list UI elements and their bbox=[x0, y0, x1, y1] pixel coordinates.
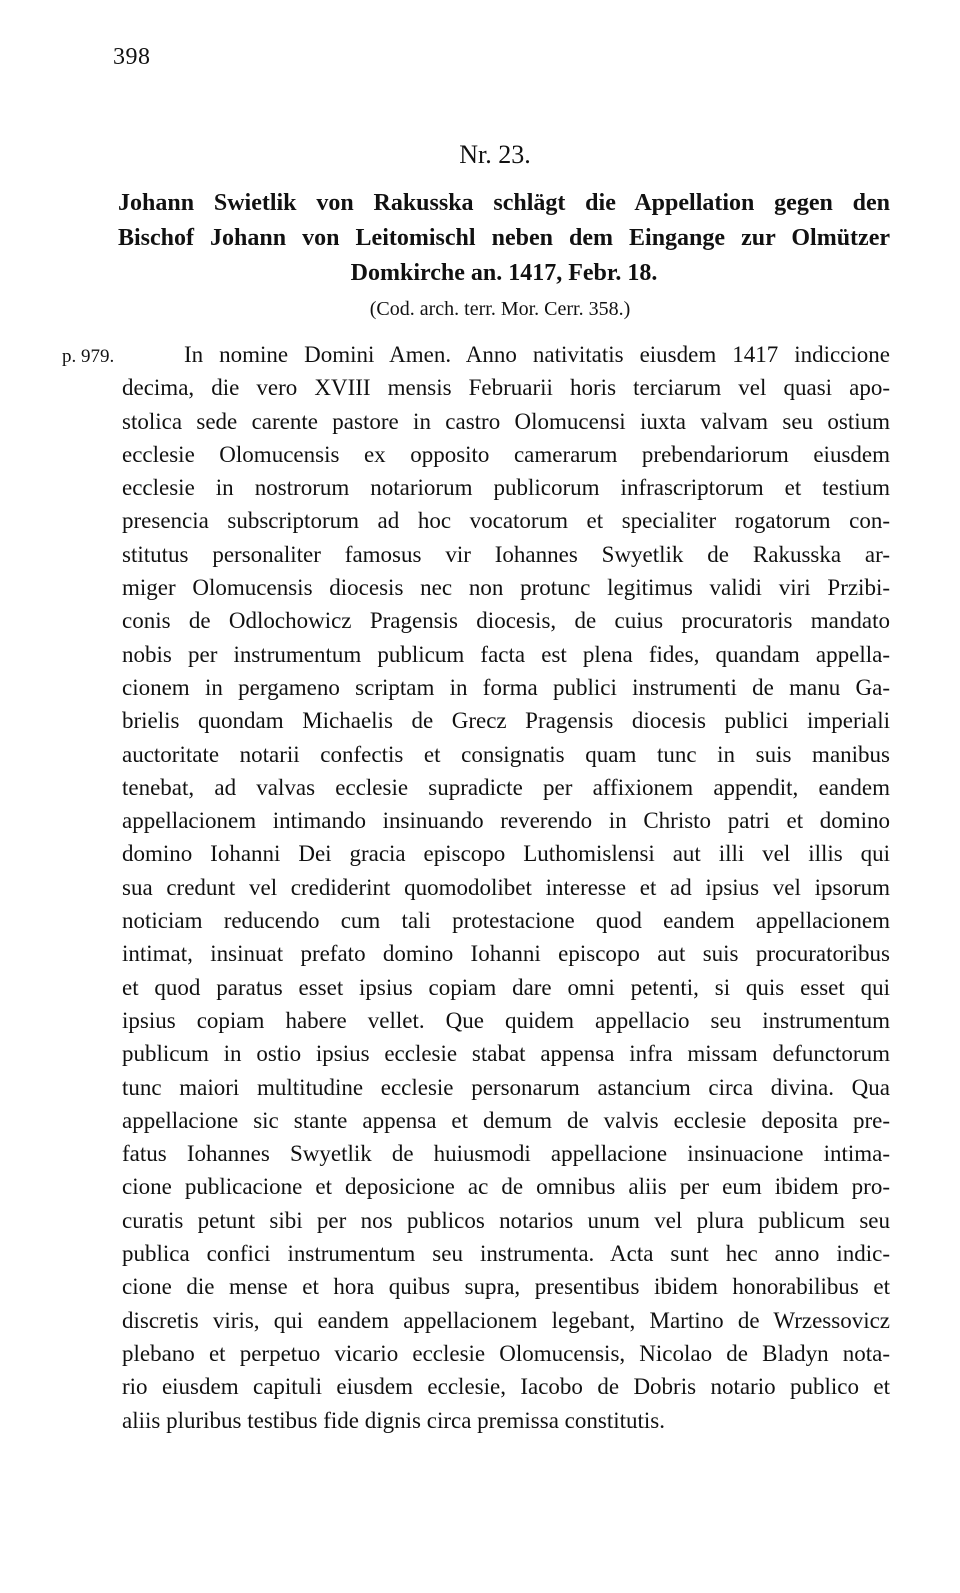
body-line: cionem in pergameno scriptam in forma publici instrumenti de manu Ga- bbox=[122, 674, 890, 700]
body-line: domino Iohanni Dei gracia episcopo Luthomislensi aut illi vel illis qui bbox=[122, 841, 890, 867]
document-heading bbox=[118, 186, 890, 291]
heading-line: Johann Swietlik von Rakusska schlägt die Appellation gegen den bbox=[118, 190, 890, 216]
body-line: presencia subscriptorum ad hoc vocatorum et specialiter rogatorum con- bbox=[122, 508, 890, 534]
body-line: publicum in ostio ipsius ecclesie stabat appensa infra missam defunctorum bbox=[122, 1041, 890, 1067]
body-line: noticiam reducendo cum tali protestacione quod eandem appellacionem bbox=[122, 908, 890, 934]
body-line: ecclesie in nostrorum notariorum publicorum infrascriptorum et testium bbox=[122, 475, 890, 501]
body-line: appellacionem intimando insinuando reverendo in Christo patri et domino bbox=[122, 808, 890, 834]
body-line: discretis viris, qui eandem appellacionem legebant, Martino de Wrzessovicz bbox=[122, 1307, 890, 1333]
margin-reference: p. 979. bbox=[62, 346, 115, 367]
body-line: brielis quondam Michaelis de Grecz Pragensis diocesis publici imperiali bbox=[122, 708, 890, 734]
body-line: sua credunt vel crediderint quomodolibet interesse et ad ipsius vel ipsorum bbox=[122, 874, 890, 900]
body-line: intimat, insinuat prefato domino Iohanni episcopo aut suis procuratoribus bbox=[122, 941, 890, 967]
document-number: Nr. 23. bbox=[459, 140, 531, 169]
page-number: 398 bbox=[113, 44, 151, 70]
body-line: decima, die vero XVIII mensis Februarii horis terciarum vel quasi apo- bbox=[122, 375, 890, 401]
body-line: stolica sede carente pastore in castro Olomucensi iuxta valvam seu ostium bbox=[122, 408, 890, 434]
body-line: tenebat, ad valvas ecclesie supradicte per affixionem appendit, eandem bbox=[122, 774, 890, 800]
body-line: stitutus personaliter famosus vir Iohannes Swyetlik de Rakusska ar- bbox=[122, 541, 890, 567]
body-line: In nomine Domini Amen. Anno nativitatis eiusdem 1417 indiccione bbox=[184, 342, 890, 367]
body-line: nobis per instrumentum publicum facta est plena fides, quandam appella- bbox=[122, 641, 890, 667]
heading-line: Domkirche an. 1417, Febr. 18. bbox=[350, 260, 658, 286]
body-line: aliis pluribus testibus fide dignis circa premissa constitutis. bbox=[122, 1407, 665, 1433]
body-line: auctoritate notarii confectis et consignatis quam tunc in suis manibus bbox=[122, 741, 890, 767]
body-line: curatis petunt sibi per nos publicos notarios unum vel plura publicum seu bbox=[122, 1207, 890, 1233]
body-line: plebano et perpetuo vicario ecclesie Olomucensis, Nicolao de Bladyn nota- bbox=[122, 1340, 890, 1366]
body-line: miger Olomucensis diocesis nec non protunc legitimus validi viri Przibi- bbox=[122, 575, 890, 601]
body-line: tunc maiori multitudine ecclesie personarum astancium circa divina. Qua bbox=[122, 1074, 890, 1100]
body-line: appellacione sic stante appensa et demum de valvis ecclesie deposita pre- bbox=[122, 1107, 890, 1133]
body-line: publica confici instrumentum seu instrumenta. Acta sunt hec anno indic- bbox=[122, 1241, 890, 1267]
heading-line: Bischof Johann von Leitomischl neben dem Eingange zur Olmützer bbox=[118, 225, 890, 251]
body-line: et quod paratus esset ipsius copiam dare omni petenti, si quis esset qui bbox=[122, 974, 890, 1000]
source-citation: (Cod. arch. terr. Mor. Cerr. 358.) bbox=[369, 298, 631, 320]
body-line: cione publicacione et deposicione ac de omnibus aliis per eum ibidem pro- bbox=[122, 1174, 890, 1200]
body-text bbox=[122, 338, 890, 1437]
body-line: conis de Odlochowicz Pragensis diocesis, de cuius procuratoris mandato bbox=[122, 608, 890, 634]
body-line: rio eiusdem capituli eiusdem ecclesie, Iacobo de Dobris notario publico et bbox=[122, 1374, 890, 1400]
body-line: ecclesie Olomucensis ex opposito camerarum prebendariorum eiusdem bbox=[122, 441, 890, 467]
body-line: fatus Iohannes Swyetlik de huiusmodi appellacione insinuacione intima- bbox=[122, 1141, 890, 1167]
body-line: cione die mense et hora quibus supra, presentibus ibidem honorabilibus et bbox=[122, 1274, 890, 1300]
body-line: ipsius copiam habere vellet. Que quidem appellacio seu instrumentum bbox=[122, 1007, 890, 1033]
